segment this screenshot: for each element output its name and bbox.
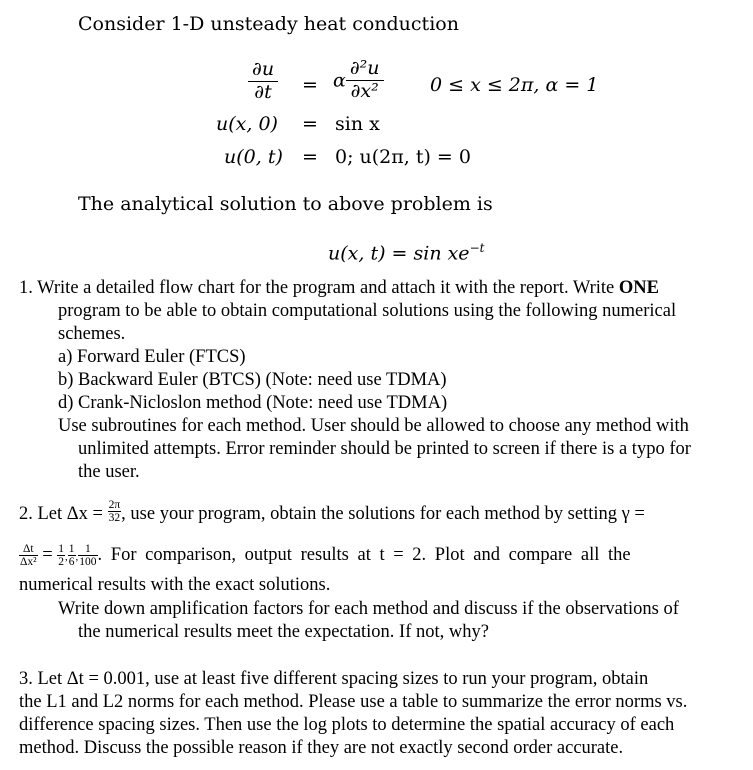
q1-sub2: unlimited attempts. Error reminder should be printed to screen if there is a typo for — [78, 439, 691, 459]
q2-tail: . For comparison, output results at t = 2. Plot and compare all the — [97, 544, 631, 565]
eq1-lhs-num: ∂u — [248, 59, 278, 82]
q1-item-b: b) Backward Euler (BTCS) (Note: need use TDMA) — [58, 370, 447, 390]
eq1-rhs — [333, 58, 384, 103]
q2-v1-num: 1 — [58, 543, 65, 555]
q1-sub3: the user. — [78, 462, 140, 482]
q2-gamma-num: Δt — [19, 543, 38, 556]
q2-line2: $\frac{\Delta t}{\text{Δx²}}$ = $\frac{1}{2}$ , $\frac{1}{6}$ , $\frac{1}{100}$ . For comparison, output results at t = 2. Plot and compare all the — [20, 543, 631, 569]
eq1-alpha: α — [333, 69, 346, 92]
eq1-equals: = — [302, 74, 318, 96]
q3-line3: difference spacing sizes. Then use the log plots to determine the spatial accuracy of each — [19, 715, 675, 735]
eq3-equals: = — [302, 146, 318, 168]
q1-line1 — [19, 278, 659, 299]
q2-mid: , use your program, obtain the solutions for each method by setting γ = — [121, 504, 645, 524]
q2-line4: Write down amplification factors for each method and discuss if the observations of — [58, 599, 679, 619]
eq1-rhs-den: ∂x² — [350, 79, 379, 102]
q2-v1-den: 2 — [58, 556, 65, 569]
q3-line1: 3. Let Δt = 0.001, use at least five different spacing sizes to run your program, obtain — [19, 669, 649, 689]
analytical-eq-body: u(x, t) = sin xe — [328, 242, 470, 265]
eq1-lhs — [248, 59, 278, 104]
intro-title: Consider 1-D unsteady heat conduction — [78, 13, 459, 35]
eq2-equals: = — [302, 113, 318, 135]
q1-item-d: d) Crank-Nicloslon method (Note: need use TDMA) — [58, 393, 448, 413]
q2-dx-num: 2π — [108, 499, 121, 512]
eq2-rhs: sin x — [335, 113, 380, 135]
q2-line1 — [19, 499, 645, 525]
q1-item-a: a) Forward Euler (FTCS) — [58, 347, 246, 367]
q2-prefix: 2. Let Δx = — [19, 504, 108, 524]
eq1-domain: 0 ≤ x ≤ 2π, α = 1 — [430, 74, 599, 96]
q3-line4: method. Discuss the possible reason if they are not exactly second order accurate. — [19, 738, 624, 758]
eq1-lhs-den: ∂t — [254, 80, 272, 103]
eq1-rhs-num: ∂²u — [346, 58, 384, 81]
q3-line2: the L1 and L2 norms for each method. Please use a table to summarize the error norms vs. — [19, 692, 688, 712]
q1-line3: schemes. — [58, 324, 126, 344]
q1-line1-bold: ONE — [618, 278, 659, 298]
eq2-lhs: u(x, 0) — [216, 113, 278, 135]
analytical-exponent: −t — [469, 241, 485, 255]
q2-v2-num: 1 — [68, 543, 75, 555]
q1-line1-text: 1. Write a detailed flow chart for the program and attach it with the report. Write — [19, 278, 619, 298]
q2-gamma-den: Δx² — [20, 556, 37, 569]
q2-v2-den: 6 — [68, 556, 75, 569]
q2-v3-den: 100 — [79, 556, 97, 569]
analytical-eq — [328, 241, 484, 264]
q2-line5: the numerical results meet the expectation. If not, why? — [78, 622, 489, 642]
q1-sub1: Use subroutines for each method. User should be allowed to choose any method with — [58, 416, 689, 436]
eq3-rhs: 0; u(2π, t) = 0 — [335, 146, 471, 168]
q2-vals: = — [42, 544, 58, 565]
q1-line2: program to be able to obtain computational solutions using the following numerical — [58, 301, 677, 321]
q2-dx-den: 32 — [108, 512, 121, 525]
q2-line3: numerical results with the exact solutions. — [19, 575, 331, 595]
eq3-lhs: u(0, t) — [224, 146, 283, 168]
q2-v3-num: 1 — [78, 543, 97, 556]
analytical-text: The analytical solution to above problem is — [78, 193, 493, 215]
